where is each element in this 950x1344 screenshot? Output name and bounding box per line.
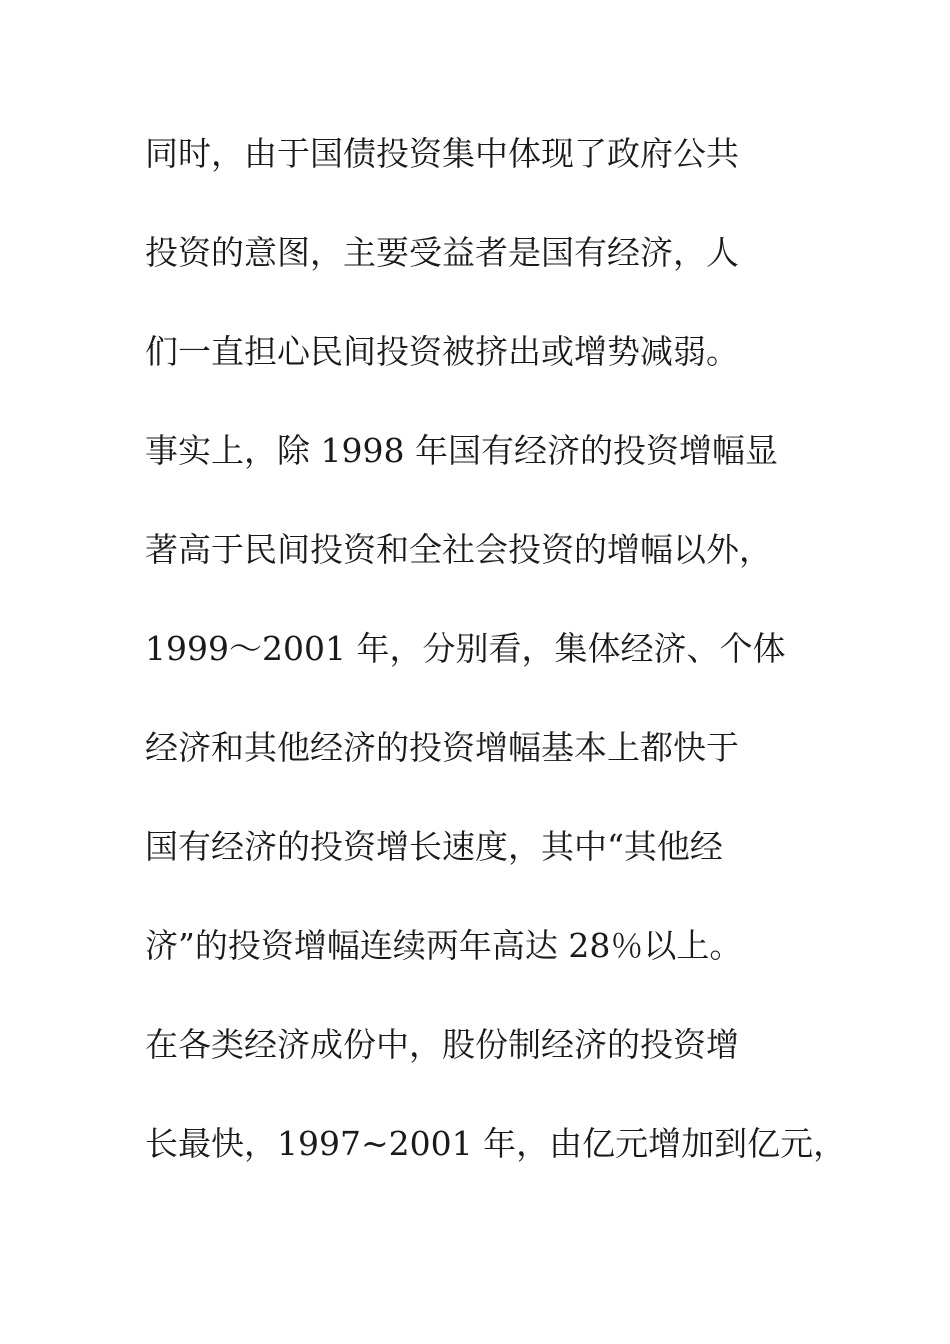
text-line-1: 同时，由于国债投资集中体现了政府公共 [145,134,739,173]
text-line-8: 国有经济的投资增长速度，其中“其他经 [145,827,723,866]
text-line-9: 济”的投资增幅连续两年高达 28％以上。 [145,926,743,965]
text-line-3: 们一直担心民间投资被挤出或增势减弱。 [145,332,739,371]
text-line-5: 著高于民间投资和全社会投资的增幅以外， [145,530,772,569]
text-line-7: 经济和其他经济的投资增幅基本上都快于 [145,728,739,767]
text-line-10: 在各类经济成份中，股份制经济的投资增 [145,1025,739,1064]
text-line-2: 投资的意图，主要受益者是国有经济，人 [145,233,739,272]
text-line-6: 1999～2001 年，分别看，集体经济、个体 [145,629,786,668]
text-line-4: 事实上，除 1998 年国有经济的投资增幅显 [145,431,778,470]
text-line-11: 长最快，1997~2001 年，由亿元增加到亿元， [145,1124,847,1163]
body-text [145,122,845,1193]
